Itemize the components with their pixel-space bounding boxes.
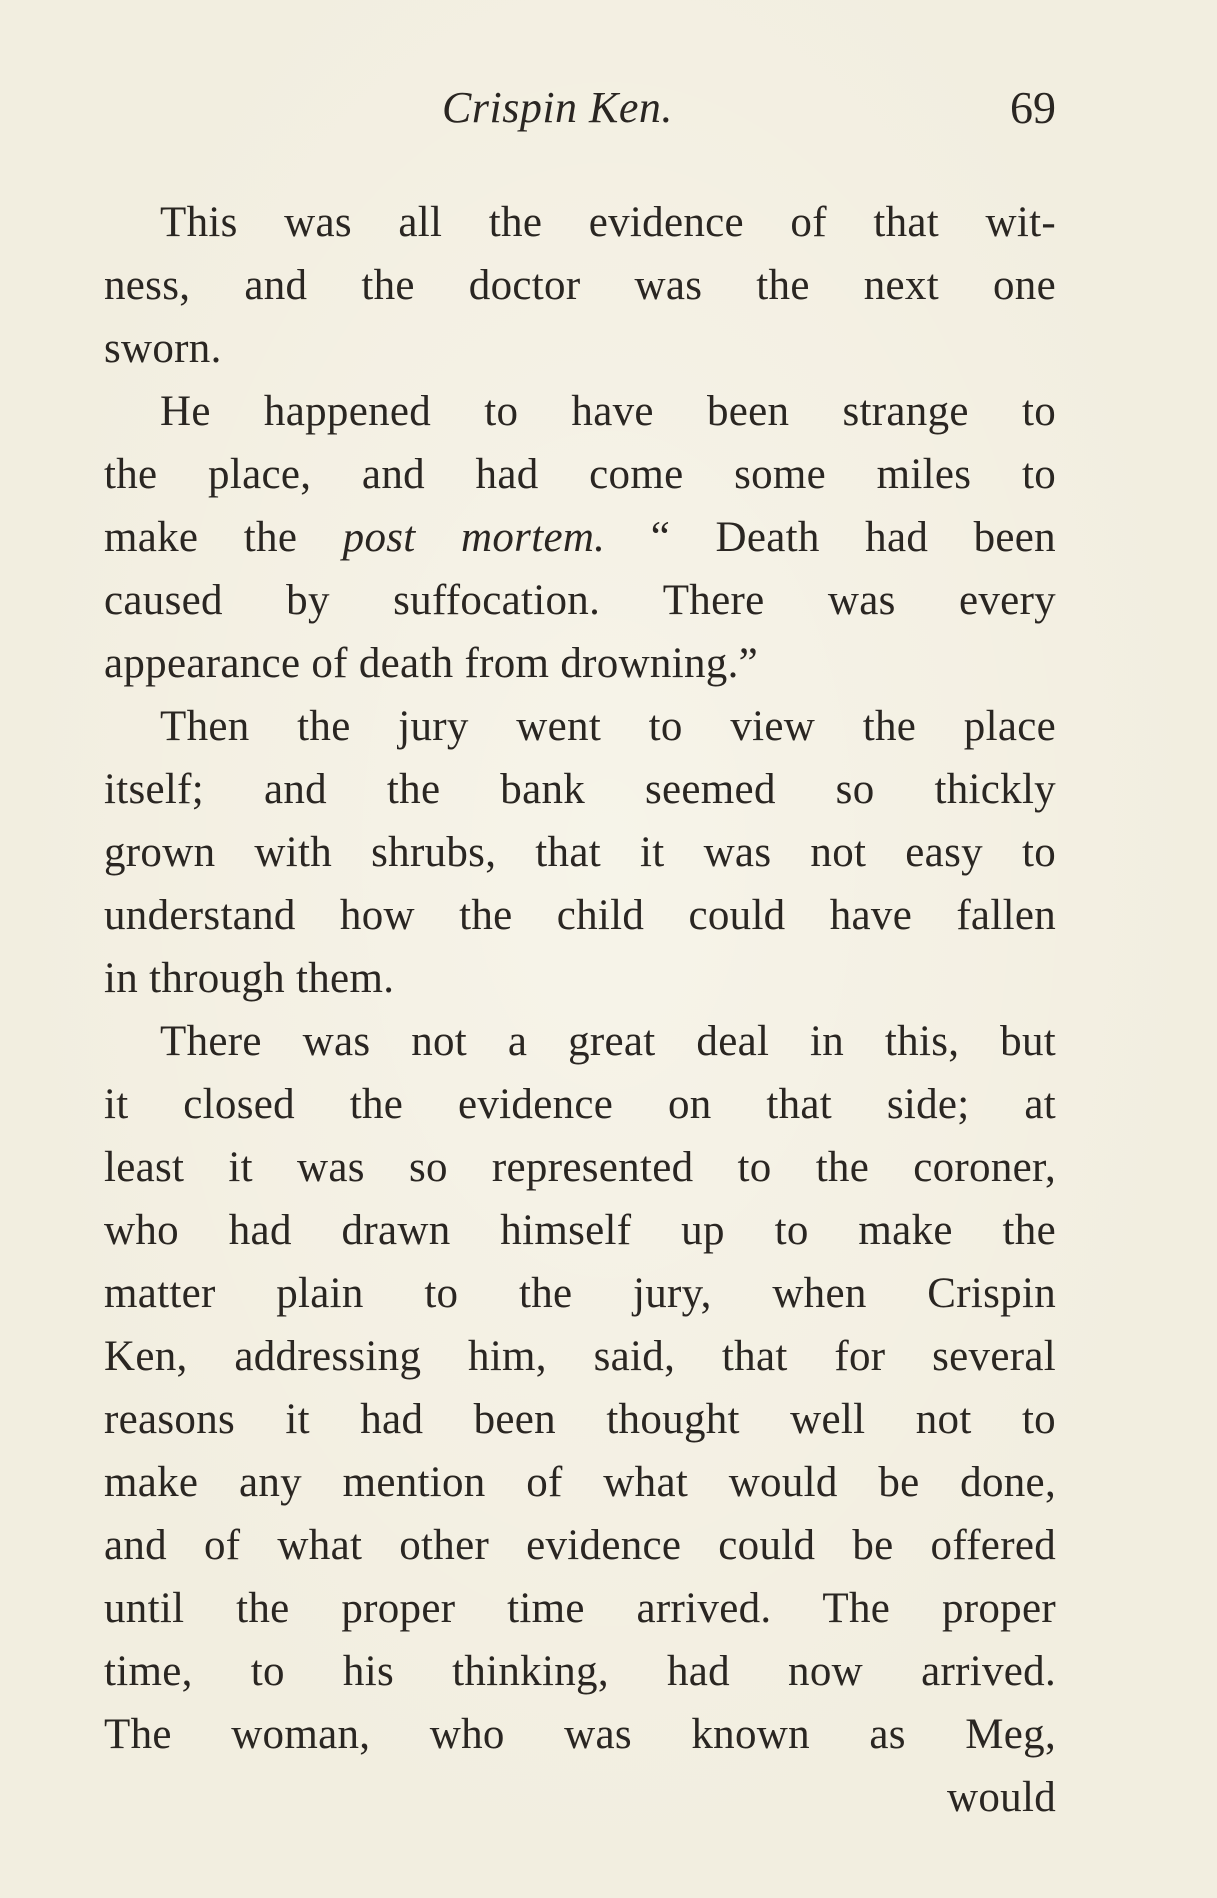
text-line: Then the jury went to view the place xyxy=(160,703,1056,750)
text-line: There was not a great deal in this, but xyxy=(160,1018,1056,1065)
text-line: time, to his thinking, had now arrived. xyxy=(104,1648,1056,1695)
text-fragment: make the xyxy=(104,514,343,561)
text-line: The woman, who was known as Meg, xyxy=(104,1711,1056,1758)
running-title: Crispin Ken. xyxy=(442,83,673,132)
text-line: matter plain to the jury, when Crispin xyxy=(104,1270,1056,1317)
text-line: sworn. xyxy=(104,325,222,372)
running-head xyxy=(104,78,1056,138)
text-line: the place, and had come some miles to xyxy=(104,451,1056,498)
text-line: Ken, addressing him, said, that for several xyxy=(104,1333,1056,1380)
text-line: He happened to have been strange to xyxy=(160,388,1056,435)
text-line: ness, and the doctor was the next one xyxy=(104,262,1056,309)
text-line: least it was so represented to the coroner, xyxy=(104,1144,1056,1191)
text-line: until the proper time arrived. The proper xyxy=(104,1585,1056,1632)
text-line: itself; and the bank seemed so thickly xyxy=(104,766,1056,813)
catchword: would xyxy=(947,1774,1056,1821)
body-text xyxy=(104,191,1056,1829)
page-number: 69 xyxy=(1010,82,1056,133)
text-line: grown with shrubs, that it was not easy to xyxy=(104,829,1056,876)
text-line: who had drawn himself up to make the xyxy=(104,1207,1056,1254)
text-line: This was all the evidence of that wit- xyxy=(160,199,1056,246)
text-line: reasons it had been thought well not to xyxy=(104,1396,1056,1443)
text-line: appearance of death from drowning.” xyxy=(104,640,759,687)
text-line: it closed the evidence on that side; at xyxy=(104,1081,1056,1128)
text-line: make any mention of what would be done, xyxy=(104,1459,1056,1506)
text-line-with-italic xyxy=(104,506,1056,569)
text-line: understand how the child could have fallen xyxy=(104,892,1056,939)
italic-phrase: post mortem. xyxy=(342,514,606,561)
text-fragment: “ Death had been xyxy=(605,514,1056,561)
text-line: and of what other evidence could be offered xyxy=(104,1522,1056,1569)
text-line: in through them. xyxy=(104,955,395,1002)
text-line: caused by suffocation. There was every xyxy=(104,577,1056,624)
